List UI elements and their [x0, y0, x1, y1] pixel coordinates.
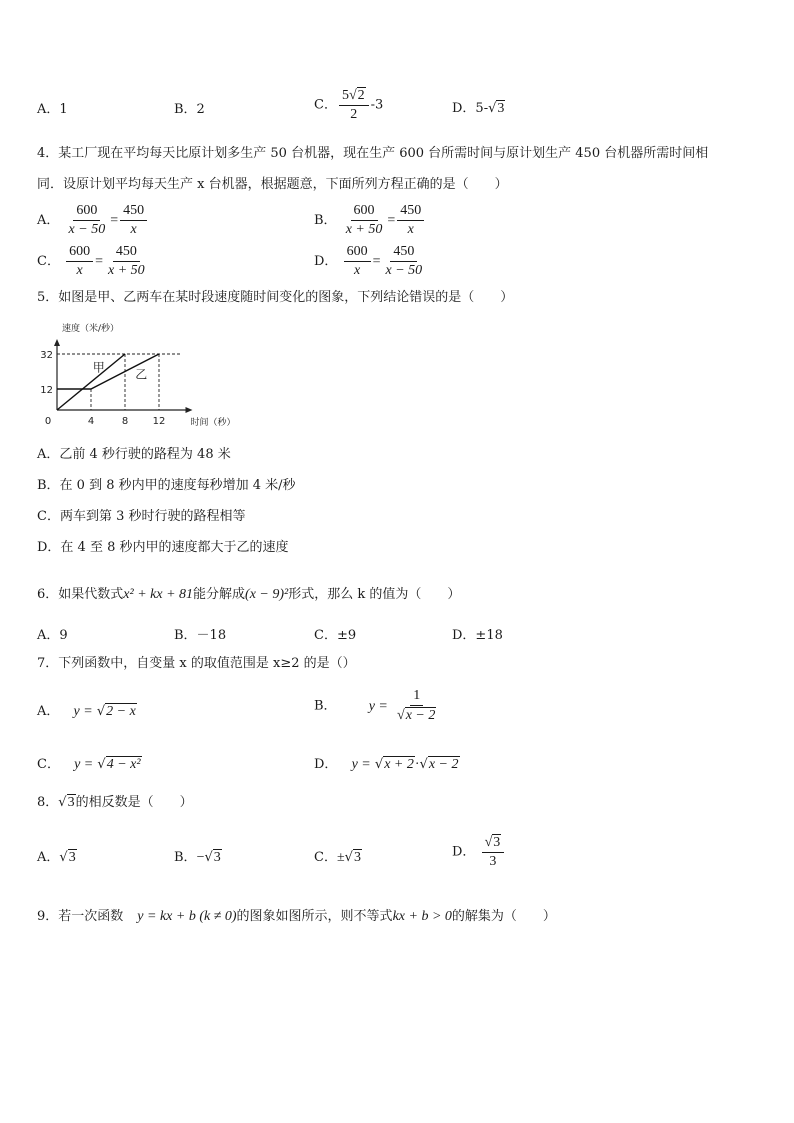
q8-option-c: C．±√3 — [314, 850, 361, 865]
q5-option-c: C．两车到第 3 秒时行驶的路程相等 — [37, 509, 246, 524]
q5-option-a: A．乙前 4 秒行驶的路程为 48 米 — [37, 447, 231, 462]
x-tick-label: 8 — [121, 416, 129, 427]
q3-c-suffix: -3 — [370, 97, 384, 113]
q6-option-c: C．±9 — [314, 628, 357, 643]
q9-function: y = kx + b (k ≠ 0) — [137, 909, 237, 924]
q3-c-prefix: C． — [314, 97, 337, 113]
y-axis-arrow — [54, 339, 60, 346]
series-label-jia: 甲 — [92, 360, 105, 375]
q7-option-d: D． y = √x + 2·√x − 2 — [314, 757, 459, 772]
y-tick-label: 12 — [40, 385, 53, 396]
q5-option-b: B．在 0 到 8 秒内甲的速度每秒增加 4 米/秒 — [37, 478, 296, 493]
q7-option-b: B． y = $\frac{1}{√x - 2}$ — [314, 688, 436, 724]
q5-stem: 5．如图是甲、乙两车在某时段速度随时间变化的图象，下列结论错误的是（ ） — [37, 290, 514, 305]
x-axis-arrow — [186, 407, 193, 413]
q9-stem: 9．若一次函数 y = kx + b (k ≠ 0)的图象如图所示，则不等式kx + b > 0的解集为（ ） — [37, 909, 556, 924]
q3-option-d: D．5-√3 — [452, 101, 505, 116]
q3-option-c — [314, 87, 383, 123]
series-label-yi: 乙 — [135, 367, 148, 382]
q7-option-a: A． y = √2 − x — [37, 704, 136, 719]
speed-time-chart — [35, 318, 245, 433]
q3-c-fraction: $\frac{5√2}{2}$ — [339, 87, 369, 123]
q7-stem: 7．下列函数中，自变量 x 的取值范围是 x≥2 的是（） — [37, 656, 356, 671]
q9-inequality: kx + b > 0 — [392, 909, 452, 924]
q6-factored-form: (x − 9)² — [245, 587, 289, 602]
q4-option-b: B． $\frac{600}{x + 50}$ = $\frac{450}{x}$ — [314, 203, 426, 238]
q6-option-a: A．9 — [37, 628, 68, 643]
q6-option-d: D．±18 — [452, 628, 503, 643]
x-axis-label: 时间（秒） — [190, 418, 236, 428]
q8-option-a: A．√3 — [37, 850, 76, 865]
q4-option-c: C． $\frac{600}{x}$ = $\frac{450}{x + 50}$ — [37, 244, 145, 279]
q4-option-a: A． $\frac{600}{x - 50}$ = $\frac{450}{x}$ — [37, 203, 149, 238]
q5-option-d: D．在 4 至 8 秒内甲的速度都大于乙的速度 — [37, 540, 289, 555]
x-tick-label: 0 — [44, 416, 52, 427]
q3-option-b: B．2 — [174, 102, 205, 117]
q6-option-b: B．－18 — [174, 628, 227, 643]
q4-stem-line2: 同．设原计划平均每天生产 x 台机器，根据题意，下面所列方程正确的是（ ） — [37, 177, 508, 192]
q8-stem: 8．√3的相反数是（ ） — [37, 795, 193, 810]
x-tick-label: 4 — [87, 416, 95, 427]
y-tick-label: 32 — [40, 350, 53, 361]
q3-option-a: A．1 — [37, 102, 68, 117]
x-tick-label: 12 — [152, 416, 166, 427]
q4-stem-line1: 4．某工厂现在平均每天比原计划多生产 50 台机器，现在生产 600 台所需时间与原计划生产 450 台机器所需时间相 — [37, 146, 709, 161]
q6-stem: 6．如果代数式x² + kx + 81能分解成(x − 9)²形式，那么 k 的值为（ ） — [37, 587, 461, 602]
q7-option-c: C． y = √4 − x² — [37, 757, 141, 772]
q4-option-d: D． $\frac{600}{x}$ = $\frac{450}{x - 50}$ — [314, 244, 423, 279]
q8-option-d: D． $\frac{√3}{3}$ — [452, 834, 506, 870]
q6-polynomial: x² + kx + 81 — [123, 587, 194, 602]
y-axis-label: 速度（米/秒） — [62, 324, 120, 334]
q8-option-b: B．−√3 — [174, 850, 221, 865]
